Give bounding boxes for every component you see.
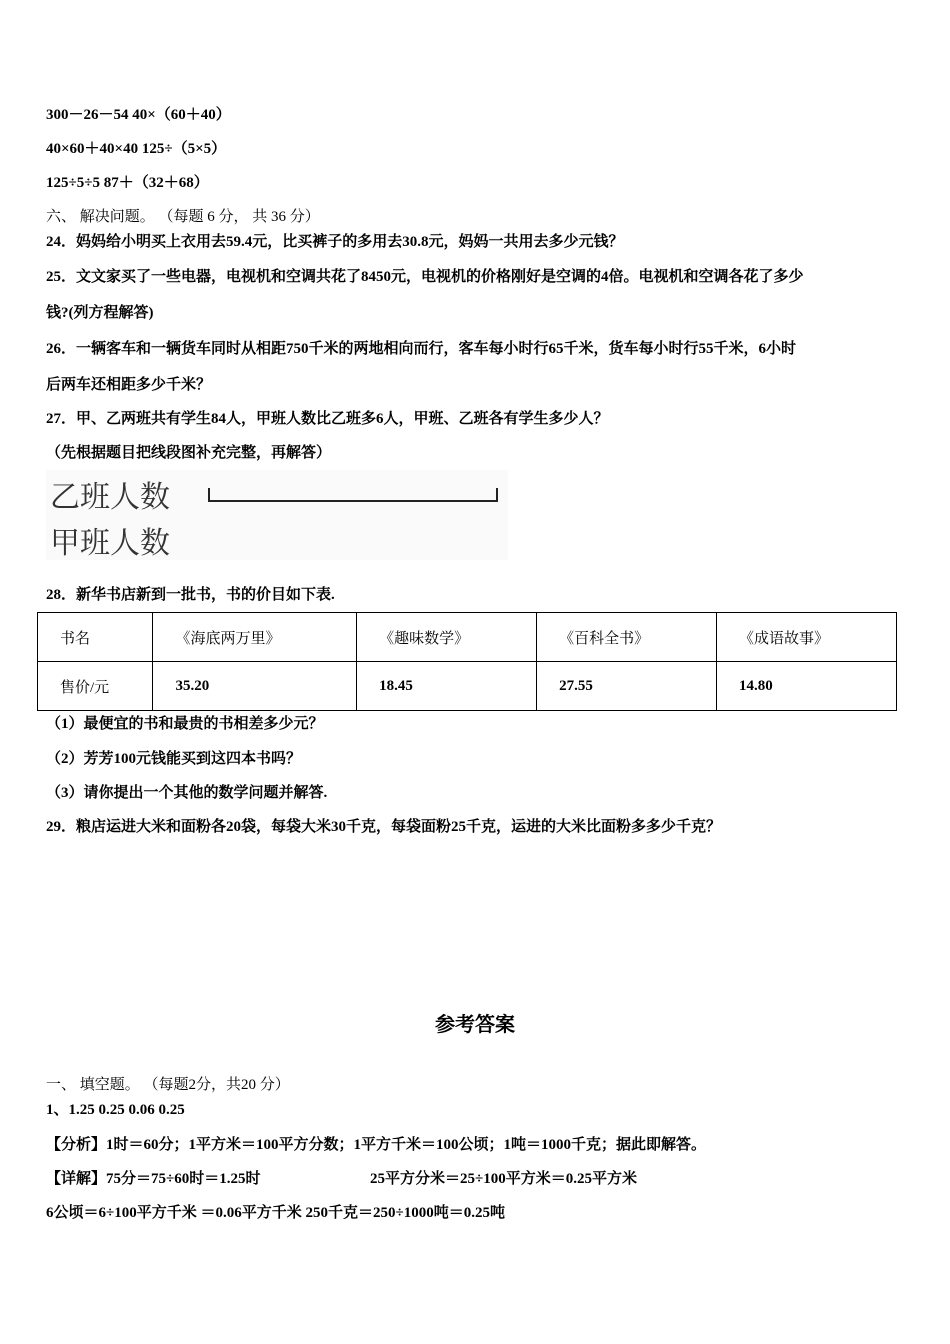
question-29: 29．粮店运进大米和面粉各20袋，每袋大米30千克，每袋面粉25千克，运进的大米比面粉多多少千克？ xyxy=(46,819,722,835)
calc-line: 300－26－54 40×（60＋40） xyxy=(46,107,231,123)
question-24: 24．妈妈给小明买上衣用去59.4元，比买裤子的多用去30.8元，妈妈一共用去多少元钱？ xyxy=(46,234,624,250)
calc-line: 125÷5÷5 87＋（32＋68） xyxy=(46,175,209,191)
question-26-cont: 后两车还相距多少千米？ xyxy=(46,377,212,393)
calc-line: 40×60＋40×40 125÷（5×5） xyxy=(46,141,227,157)
detail-line: 6公顷＝6÷100平方千米 ＝0.06平方千米 250千克＝250÷1000吨＝0.25吨 xyxy=(46,1205,505,1221)
answers-section: 一、 填空题。 （每题2分，共20 分） xyxy=(46,1077,290,1093)
table-cell: 27.55 xyxy=(537,662,717,711)
detail-line: 【详解】75分＝75÷60时＝1.25时 xyxy=(46,1171,261,1187)
sub-question: （2）芳芳100元钱能买到这四本书吗？ xyxy=(46,751,302,767)
sub-question: （1）最便宜的书和最贵的书相差多少元？ xyxy=(46,716,324,732)
table-cell: 《海底两万里》 xyxy=(153,613,357,662)
answers-title: 参考答案 xyxy=(435,1014,515,1036)
detail-line: 25平方分米＝25÷100平方米＝0.25平方米 xyxy=(370,1171,637,1187)
table-cell: 14.80 xyxy=(717,662,897,711)
sub-question: （3）请你提出一个其他的数学问题并解答. xyxy=(46,785,328,801)
table-row xyxy=(38,662,897,711)
table-cell: 《成语故事》 xyxy=(717,613,897,662)
segment-bracket xyxy=(208,488,498,502)
question-28: 28．新华书店新到一批书，书的价目如下表. xyxy=(46,587,335,603)
section-heading: 六、 解决问题。 （每题 6 分， 共 36 分） xyxy=(46,209,320,225)
question-26: 26．一辆客车和一辆货车同时从相距750千米的两地相向而行，客车每小时行65千米，货车每小时行55千米，6小时 xyxy=(46,341,797,357)
question-25: 25．文文家买了一些电器，电视机和空调共花了8450元，电视机的价格刚好是空调的4倍。电视机和空调各花了多少 xyxy=(46,269,804,285)
table-cell: 《百科全书》 xyxy=(537,613,717,662)
diagram-label: 甲班人数 xyxy=(50,526,170,561)
table-cell: 35.20 xyxy=(153,662,357,711)
price-table xyxy=(37,612,897,711)
table-cell: 《趣味数学》 xyxy=(357,613,537,662)
question-27: 27．甲、乙两班共有学生84人，甲班人数比乙班多6人，甲班、乙班各有学生多少人？ xyxy=(46,411,609,427)
table-row xyxy=(38,613,897,662)
answer-line: 1、1.25 0.25 0.06 0.25 xyxy=(46,1102,185,1118)
table-cell: 18.45 xyxy=(357,662,537,711)
table-cell: 书名 xyxy=(38,613,153,662)
analysis-line: 【分析】1时＝60分；1平方米＝100平方分数；1平方千米＝100公顷；1吨＝1000千克；据此即解答。 xyxy=(46,1137,707,1153)
line-segment-diagram xyxy=(46,470,508,560)
diagram-label: 乙班人数 xyxy=(50,480,170,515)
table-cell: 售价/元 xyxy=(38,662,153,711)
question-27-note: （先根据题目把线段图补充完整，再解答） xyxy=(46,445,332,461)
question-25-cont: 钱?(列方程解答) xyxy=(46,305,154,321)
